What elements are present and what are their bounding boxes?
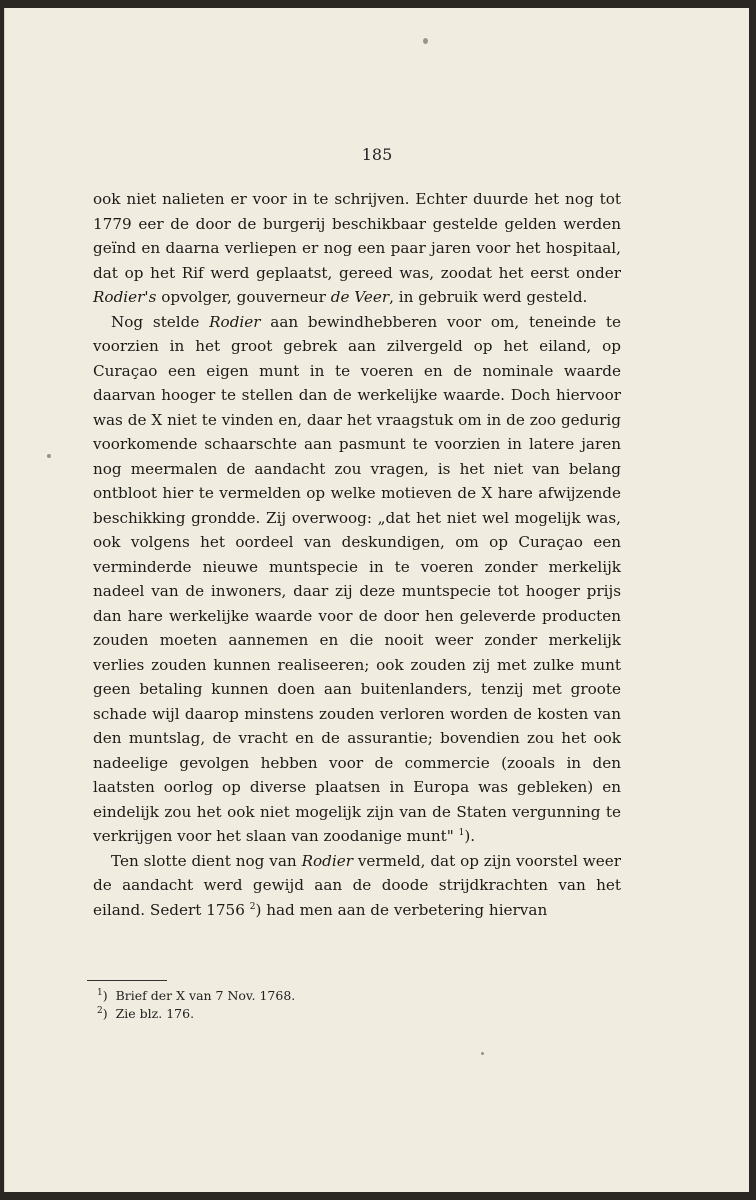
footnote-text: Zie blz. 176. bbox=[115, 1006, 195, 1021]
footnote-1: $^1$) Brief der X van 7 Nov. 1768. bbox=[97, 988, 296, 1003]
footnote-2: $^2$) Zie blz. 176. bbox=[97, 1006, 195, 1021]
italic-name: Rodier's bbox=[93, 288, 157, 306]
book-page bbox=[4, 8, 749, 1192]
italic-name: de Veer bbox=[330, 288, 390, 306]
italic-name: Rodier bbox=[301, 851, 353, 870]
italic-name: Rodier bbox=[209, 312, 261, 331]
page-number: 185 bbox=[361, 145, 393, 164]
footnote-ref: 2 bbox=[249, 901, 256, 912]
footnote-ref: 1 bbox=[458, 828, 465, 838]
footnote-text: Brief der X van 7 Nov. 1768. bbox=[115, 988, 296, 1003]
ink-speck bbox=[423, 38, 428, 44]
ink-speck bbox=[481, 1052, 484, 1055]
footnotes bbox=[97, 987, 497, 1023]
paragraph-3: Ten slotte dient nog van Rodier vermeld, dat op zijn voorstel weer de aandacht werd gewijd aan de doode strijdkrachten van het eiland. Sedert 1756 $^2$) had men aan de verbetering hiervan bbox=[93, 851, 621, 919]
paragraph-1: ook niet nalieten er voor in te schrijven. Echter duurde het nog tot 1779 eer de door de burgerij beschikbaar gestelde gelden werden geïnd en daarna verliepen er nog een paar jaren voor het hospitaal, dat op het Rif werd geplaatst, gereed was, zoodat het eerst onder Rodier's opvolger, gouverneur de Veer, in gebruik werd gesteld. bbox=[93, 190, 621, 306]
paragraph-2: Nog stelde Rodier aan bewindhebberen voor om, teneinde te voorzien in het groot gebrek aan zilvergeld op het eiland, op Curaçao een eigen munt in te voeren en de nominale waarde daarvan hooger te stellen dan de werkelijke waarde. Doch hiervoor was de X niet te vinden en, daar het vraagstuk om in de zoo gedurig voorkomende schaarschte aan pasmunt te voorzien in latere jaren nog meermalen de aandacht zou vragen, is het niet van belang ontbloot hier te vermelden op welke motieven de X hare afwijzende beschikking grondde. Zij overwoog: „dat het niet wel mogelijk was, ook volgens het oordeel van deskundigen, om op Curaçao een verminderde nieuwe muntspecie in te voeren zonder merkelijk nadeel van de inwoners, daar zij deze muntspecie tot hooger prijs dan hare werkelijke waarde voor de door hen geleverde producten zouden moeten aannemen en die nooit weer zonder merkelijk verlies zouden kunnen realiseeren; ook zouden zij met zulke munt geen betaling kunnen doen aan buitenlanders, tenzij met groote schade wijl daarop minstens zouden verloren worden de kosten van den muntslag, de vracht en de assurantie; bovendien zou het ook nadeelige gevolgen hebben voor de commercie (zooals in den laatsten oorlog op diverse plaatsen in Europa was gebleken) en eindelijk zou het ook niet mogelijk zijn van de Staten vergunning te verkrijgen voor het slaan van zoodanige munt" $^1$). bbox=[93, 312, 621, 845]
body-text bbox=[93, 187, 621, 922]
footnote-divider bbox=[87, 980, 167, 981]
ink-speck bbox=[47, 454, 51, 458]
